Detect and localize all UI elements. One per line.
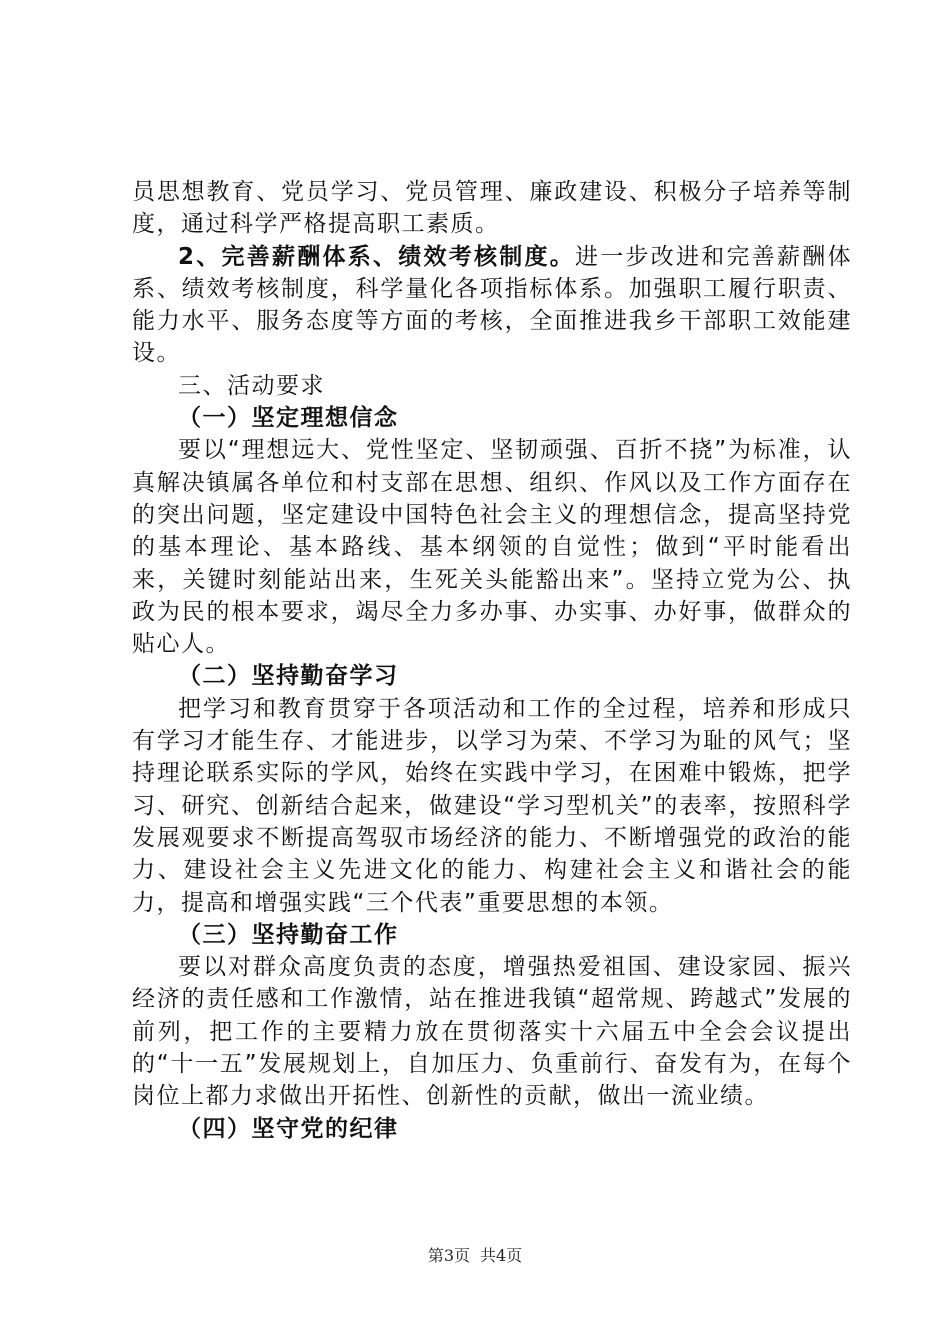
subheading-work: （三）坚持勤奋工作 bbox=[178, 921, 399, 948]
paragraph-heading: 2、完善薪酬体系、绩效考核制度。 bbox=[178, 243, 575, 270]
paragraph-continuation: 员思想教育、党员学习、党员管理、廉政建设、积极分子培养等制度，通过科学严格提高职工素质。 bbox=[132, 179, 852, 238]
paragraph-study: 把学习和教育贯穿于各项活动和工作的全过程，培养和形成只有学习才能生存、才能进步，以学习为荣、不学习为耻的风气；坚持理论联系实际的学风，始终在实践中学习，在困难中锻炼，把学习、研究、创新结合起来，做建设“学习型机关”的表率，按照科学发展观要求不断提高驾驭市场经济的能力、不断增强党的政治的能力、建设社会主义先进文化的能力、构建社会主义和谐社会的能力，提高和增强实践“三个代表”重要思想的本领。 bbox=[132, 695, 852, 916]
paragraph-ideals: 要以“理想远大、党性坚定、坚韧顽强、百折不挠”为标准，认真解决镇属各单位和村支部在思想、组织、作风以及工作方面存在的突出问题，坚定建设中国特色社会主义的理想信念，提高坚持党的基本理论、基本路线、基本纲领的自觉性；做到“平时能看出来，关键时刻能站出来，生死关头能豁出来”。坚持立党为公、执政为民的根本要求，竭尽全力多办事、办实事、办好事，做群众的贴心人。 bbox=[132, 437, 852, 658]
subheading-ideals: （一）坚定理想信念 bbox=[178, 405, 399, 432]
subheading-study: （二）坚持勤奋学习 bbox=[178, 663, 399, 690]
section-heading-requirements: 三、活动要求 bbox=[178, 372, 325, 399]
paragraph-salary-system bbox=[132, 241, 852, 370]
page-footer bbox=[0, 1243, 950, 1266]
page-number: 第3页 bbox=[427, 1246, 470, 1265]
page-total: 共4页 bbox=[480, 1246, 523, 1265]
subheading-discipline: （四）坚守党的纪律 bbox=[178, 1115, 399, 1142]
paragraph-text: 进一步改进和完善薪酬体系、绩效考核制度，科学量化各项指标体系。加强职工履行职责、能力水平、服务态度等方面的考核，全面推进我乡干部职工效能建设。 bbox=[132, 243, 852, 367]
paragraph-work: 要以对群众高度负责的态度，增强热爱祖国、建设家园、振兴经济的责任感和工作激情，站在推进我镇“超常规、跨越式”发展的前列，把工作的主要精力放在贯彻落实十六届五中全会会议提出的“十一五”发展规划上，自加压力、负重前行、奋发有为，在每个岗位上都力求做出开拓性、创新性的贡献，做出一流业绩。 bbox=[132, 954, 852, 1110]
document-body bbox=[132, 176, 852, 1145]
